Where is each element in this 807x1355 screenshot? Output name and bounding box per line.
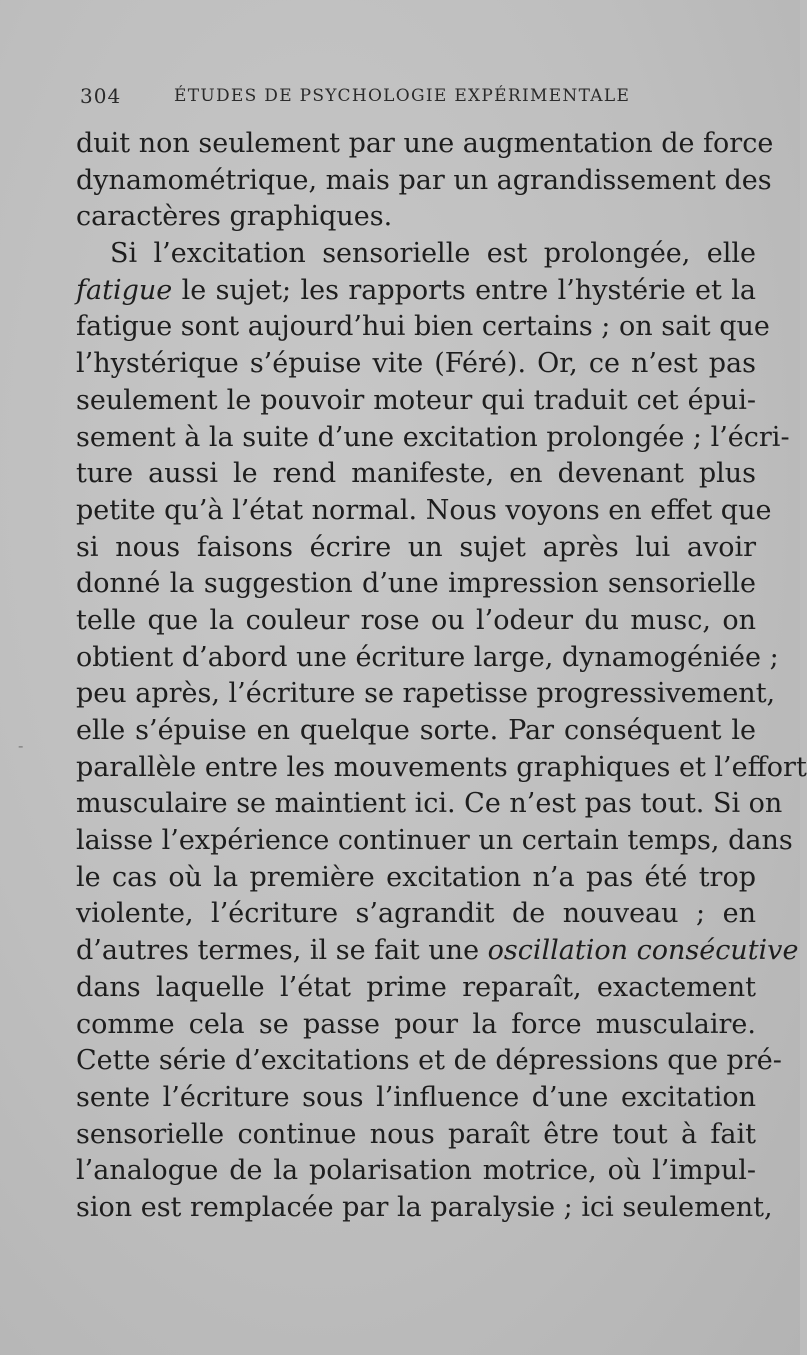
text-segment: sement à la suite d’une excitation prolongée ; l’écri- xyxy=(76,421,790,453)
text-segment: elle s’épuise en quelque sorte. Par conséquent le xyxy=(76,715,756,746)
text-segment: peu après, l’écriture se rapetisse progressivement, xyxy=(76,678,776,710)
text-segment: parallèle entre les mouvements graphiques et l’effort xyxy=(76,751,807,783)
text-segment: petite qu’à l’état normal. Nous voyons en effet que xyxy=(76,494,772,526)
text-segment: fatigue sont aujourd’hui bien certains ; on sait que xyxy=(76,311,770,343)
text-line xyxy=(76,236,756,273)
text-line xyxy=(76,456,756,493)
text-line xyxy=(76,933,799,970)
italic-text: oscillation consécutive xyxy=(487,935,799,967)
text-line xyxy=(76,1117,756,1154)
text-segment: sion est remplacée par la paralysie ; ici seulement, xyxy=(76,1191,773,1223)
text-segment: ture aussi le rend manifeste, en devenant plus xyxy=(76,458,756,490)
text-line xyxy=(76,163,772,200)
text-segment: dynamométrique, mais par un agrandissement des xyxy=(76,164,772,196)
text-segment: laisse l’expérience continuer un certain temps, dans xyxy=(76,825,793,857)
text-segment: d’autres termes, il se fait une xyxy=(76,935,488,967)
text-segment: violente, l’écriture s’agrandit de nouveau ; en xyxy=(76,898,756,930)
running-head xyxy=(80,84,680,114)
text-line xyxy=(76,493,772,530)
text-line xyxy=(76,273,756,310)
text-line xyxy=(76,676,776,713)
text-line xyxy=(76,860,756,897)
text-line xyxy=(76,970,756,1007)
text-segment: l’analogue de la polarisation motrice, où l’impul- xyxy=(76,1155,756,1187)
text-segment: dans laquelle l’état prime reparaît, exactement xyxy=(76,971,756,1003)
italic-text: fatigue xyxy=(76,274,173,306)
text-line xyxy=(76,530,756,567)
running-title: ÉTUDES DE PSYCHOLOGIE EXPÉRIMENTALE xyxy=(174,86,631,106)
text-segment: le cas où la première excitation n’a pas été trop xyxy=(76,861,756,893)
text-line xyxy=(76,603,756,640)
text-line xyxy=(76,1153,756,1190)
text-line xyxy=(76,420,790,457)
text-segment: Cette série d’excitations et de dépressions que pré- xyxy=(76,1045,782,1077)
text-line xyxy=(76,383,756,420)
margin-mark: - xyxy=(18,736,24,755)
text-segment: comme cela se passe pour la force musculaire. xyxy=(76,1008,756,1040)
text-line xyxy=(76,640,779,677)
text-line xyxy=(76,1190,773,1227)
text-line xyxy=(76,713,756,750)
text-segment: obtient d’abord une écriture large, dynamogéniée ; xyxy=(76,641,779,673)
text-line xyxy=(76,1080,756,1117)
text-line xyxy=(76,1007,756,1044)
text-line xyxy=(76,786,783,823)
text-segment: telle que la couleur rose ou l’odeur du musc, on xyxy=(76,604,756,636)
text-line xyxy=(76,309,770,346)
text-segment: si nous faisons écrire un sujet après lui avoir xyxy=(76,531,756,563)
text-segment: Si l’excitation sensorielle est prolongée, elle xyxy=(110,238,756,270)
text-line xyxy=(76,1043,782,1080)
text-line xyxy=(76,199,756,236)
text-segment: donné la suggestion d’une impression sensorielle xyxy=(76,568,756,600)
text-line xyxy=(76,126,774,163)
text-line xyxy=(76,566,756,603)
page-number: 304 xyxy=(80,84,122,108)
text-segment: musculaire se maintient ici. Ce n’est pas tout. Si on xyxy=(76,788,783,820)
text-line xyxy=(76,896,756,933)
text-segment: duit non seulement par une augmentation de force xyxy=(76,128,774,159)
text-line xyxy=(76,823,793,860)
body-text xyxy=(76,126,807,1227)
text-segment: sensorielle continue nous paraît être tout à fait xyxy=(76,1118,756,1150)
text-line xyxy=(76,346,756,383)
text-segment: seulement le pouvoir moteur qui traduit cet épui- xyxy=(76,384,756,416)
text-segment: sente l’écriture sous l’influence d’une excitation xyxy=(76,1081,756,1113)
text-segment: caractères graphiques. xyxy=(76,201,393,233)
text-segment: le sujet; les rapports entre l’hystérie et la xyxy=(172,274,756,306)
text-line xyxy=(76,750,807,787)
text-segment: l’hystérique s’épuise vite (Féré). Or, ce n’est pas xyxy=(76,348,756,380)
